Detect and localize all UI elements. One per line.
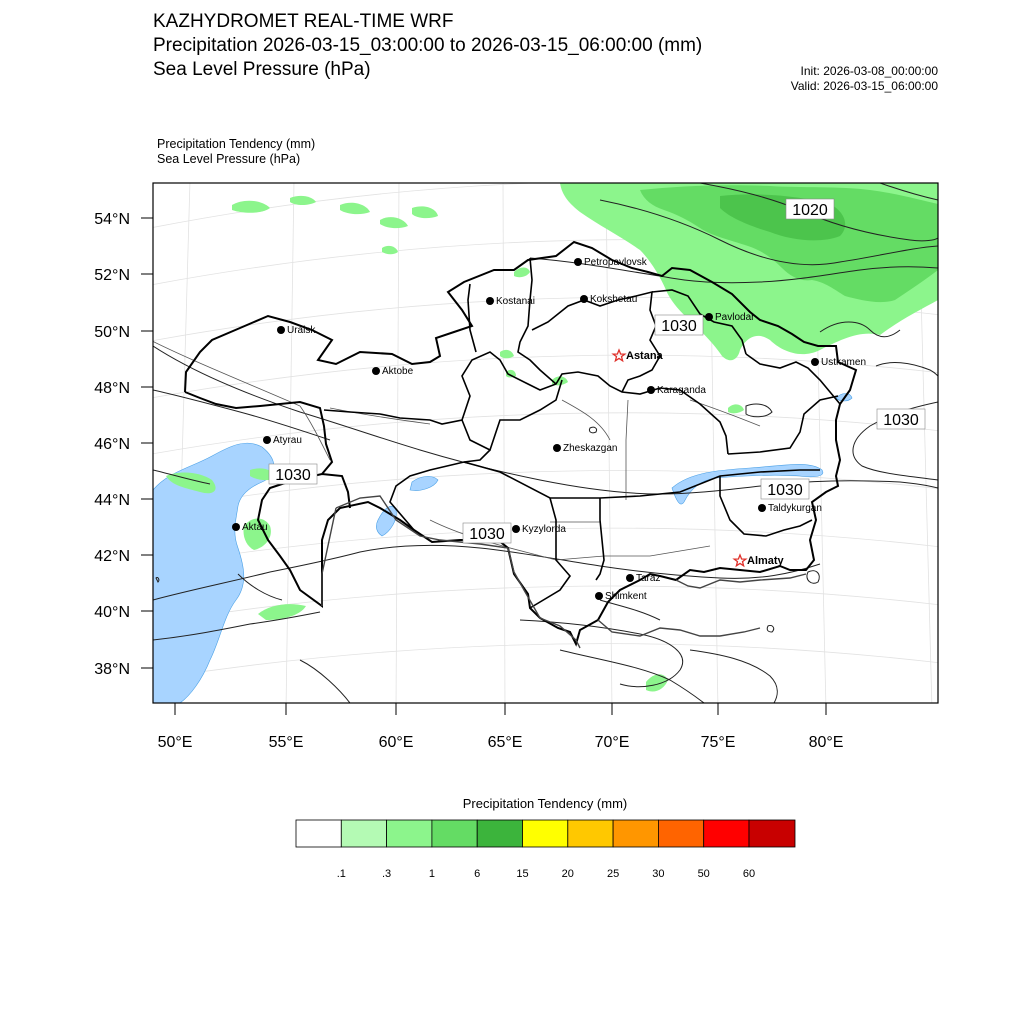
legend-tick: 25 — [606, 868, 620, 880]
lat-label: 50°N — [94, 324, 130, 341]
isobar-label: 1020 — [792, 202, 828, 219]
svg-text:Karaganda: Karaganda — [657, 385, 706, 396]
svg-text:Kostanai: Kostanai — [496, 296, 535, 307]
svg-text:Kokshetau: Kokshetau — [590, 294, 638, 305]
legend-tick: 1 — [428, 868, 435, 880]
lat-label: 46°N — [94, 436, 130, 453]
svg-text:Astana: Astana — [626, 350, 663, 362]
lat-label: 42°N — [94, 548, 130, 565]
isobar-label: 1030 — [883, 412, 919, 429]
legend-swatch — [387, 820, 432, 847]
slp-field-label: Sea Level Pressure (hPa) — [157, 152, 301, 166]
map-area — [140, 180, 950, 710]
legend-tick: 60 — [742, 868, 756, 880]
svg-text:Atyrau: Atyrau — [273, 435, 302, 446]
svg-text:Kyzylorda: Kyzylorda — [522, 524, 566, 535]
lat-label: 48°N — [94, 380, 130, 397]
map-title: KAZHYDROMET REAL-TIME WRF — [153, 11, 454, 32]
legend-swatch — [658, 820, 703, 847]
city-taldykurgan — [758, 503, 822, 514]
legend-swatch — [477, 820, 522, 847]
isobar-label: 1030 — [767, 482, 803, 499]
longitude-axis — [158, 703, 844, 751]
isobar-label: 1030 — [469, 526, 505, 543]
svg-text:Taldykurgan: Taldykurgan — [768, 503, 822, 514]
lon-label: 70°E — [594, 734, 630, 751]
legend-tick: 30 — [652, 868, 665, 880]
legend-swatch — [568, 820, 613, 847]
legend-tick: 20 — [561, 868, 574, 880]
legend-swatch — [749, 820, 795, 847]
lat-label: 54°N — [94, 211, 130, 228]
svg-text:Almaty: Almaty — [747, 555, 784, 567]
lat-label: 38°N — [94, 661, 130, 678]
svg-text:Aktau: Aktau — [242, 522, 268, 533]
svg-text:Petropavlovsk: Petropavlovsk — [584, 257, 647, 268]
svg-text:Ustkamen: Ustkamen — [821, 357, 867, 368]
svg-text:Pavlodar: Pavlodar — [715, 312, 755, 323]
lon-label: 65°E — [487, 734, 523, 751]
svg-text:Taraz: Taraz — [636, 573, 661, 584]
slp-title: Sea Level Pressure (hPa) — [153, 59, 371, 80]
legend-swatch — [296, 820, 341, 847]
colorbar-legend — [296, 796, 795, 880]
lat-label: 40°N — [94, 604, 130, 621]
city-petropavlovsk — [574, 257, 648, 268]
legend-tick: .1 — [336, 868, 346, 880]
legend-tick: 6 — [474, 868, 481, 880]
city-zheskazgan — [553, 443, 617, 454]
latitude-axis — [94, 211, 153, 678]
isobar-label: 1030 — [661, 318, 697, 335]
svg-text:Uralsk: Uralsk — [287, 325, 316, 336]
legend-tick: 50 — [697, 868, 710, 880]
lon-label: 55°E — [268, 734, 304, 751]
lon-label: 80°E — [808, 734, 844, 751]
legend-swatch — [704, 820, 749, 847]
precip-period-title: Precipitation 2026-03-15_03:00:00 to 2026-03-15_06:00:00 (mm) — [153, 35, 703, 56]
legend-swatch — [523, 820, 568, 847]
lat-label: 44°N — [94, 492, 130, 509]
lon-label: 75°E — [700, 734, 736, 751]
init-time: Init: 2026-03-08_00:00:00 — [800, 64, 938, 78]
svg-text:Zheskazgan: Zheskazgan — [563, 443, 618, 454]
isobar-label: 1030 — [275, 467, 311, 484]
legend-title: Precipitation Tendency (mm) — [462, 796, 628, 811]
legend-tick: .3 — [382, 868, 392, 880]
legend-swatch — [432, 820, 477, 847]
legend-tick: 15 — [516, 868, 529, 880]
lon-label: 50°E — [157, 734, 193, 751]
lat-label: 52°N — [94, 267, 130, 284]
legend-swatch — [341, 820, 386, 847]
precip-field-label: Precipitation Tendency (mm) — [157, 137, 316, 151]
svg-text:Shimkent: Shimkent — [605, 591, 647, 602]
svg-text:Aktobe: Aktobe — [382, 366, 414, 377]
lon-label: 60°E — [378, 734, 414, 751]
legend-swatch — [613, 820, 658, 847]
valid-time: Valid: 2026-03-15_06:00:00 — [790, 79, 938, 93]
